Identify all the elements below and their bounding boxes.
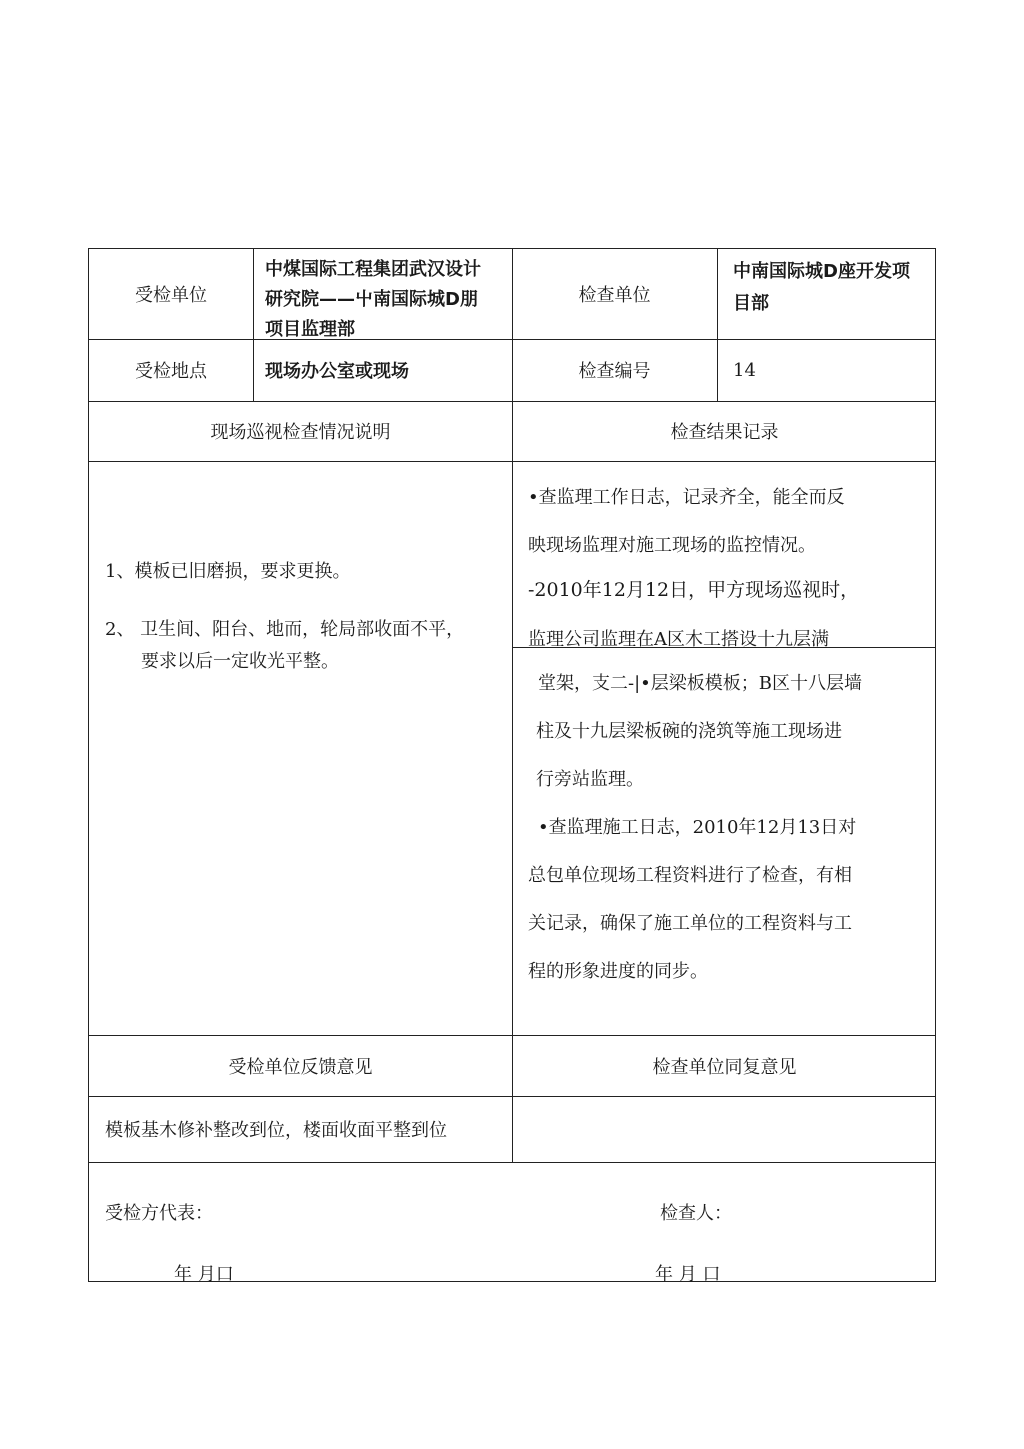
inspection-number-value: 14 [733, 359, 756, 381]
inspected-unit-line: 项目监理部 [265, 319, 355, 340]
result-line: 堂架，支二-|•层梁板模板；B区十八层墙 [538, 673, 862, 694]
inspected-representative-label: 受检方代表： [105, 1203, 213, 1224]
result-line: 映现场监理对施工现场的监控情况。 [528, 535, 816, 556]
inspected-unit-label: 受检单位 [135, 285, 207, 306]
inspecting-unit-value [717, 249, 937, 339]
patrol-description-content [89, 461, 512, 1035]
patrol-item-continuation: 要求以后一定收光平整。 [141, 651, 339, 672]
result-line: 程的形象进度的同步。 [528, 961, 708, 982]
inspecting-unit-line: 目部 [733, 293, 769, 314]
patrol-item: 1、模板已旧磨损，要求更换。 [105, 561, 351, 582]
inspector-reply-header: 检查单位同复意见 [652, 1056, 797, 1078]
inspected-feedback-text: 模板基木修补整改到位，楼面收面平整到位 [105, 1120, 447, 1141]
inspected-sign-date: 年 月口 [174, 1264, 234, 1285]
inspected-feedback-header: 受检单位反馈意见 [228, 1056, 373, 1078]
result-line: 关记录，确保了施工单位的工程资料与工 [528, 913, 852, 934]
result-line: 柱及十九层梁板碗的浇筑等施工现场进 [536, 721, 842, 742]
inspection-number-label: 检查编号 [578, 361, 651, 382]
inspection-record-form [88, 248, 936, 1285]
result-record-header: 检查结果记录 [670, 422, 779, 443]
inspected-location-label: 受检地点 [135, 361, 207, 382]
result-line: 监理公司监理在A区木工搭设十九层满 [528, 629, 829, 650]
patrol-description-header: 现场巡视检查情况说明 [210, 422, 391, 443]
result-line: •查监理施工日志，2010年12月13日对 [538, 817, 857, 838]
inspector-reply-text [512, 1096, 937, 1162]
result-line: 行旁站监理。 [536, 769, 644, 790]
inspected-unit-value [253, 249, 512, 339]
inspector-sign-date: 年 月 口 [655, 1264, 721, 1285]
inspected-unit-line: 中煤国际工程集团武汉设计 [265, 259, 481, 280]
inspecting-unit-label: 检查单位 [578, 285, 651, 306]
patrol-item: 2、 卫生间、阳台、地而，轮局部收面不平， [105, 619, 465, 640]
inspector-label: 检查人： [660, 1203, 732, 1224]
result-line: 总包单位现场工程资料进行了检查，有相 [528, 865, 852, 886]
inspected-unit-line: 研究院——屮南国际城D朋 [265, 289, 478, 310]
row-divider [89, 1162, 935, 1163]
result-record-content [512, 461, 937, 1035]
result-line: -2010年12月12日，甲方现场巡视时， [528, 579, 860, 601]
inspected-location-value: 现场办公室或现场 [265, 361, 409, 382]
inspecting-unit-line: 中南国际城D座开发项 [733, 261, 910, 282]
result-line: •查监理工作日志，记录齐全，能全而反 [528, 487, 845, 508]
